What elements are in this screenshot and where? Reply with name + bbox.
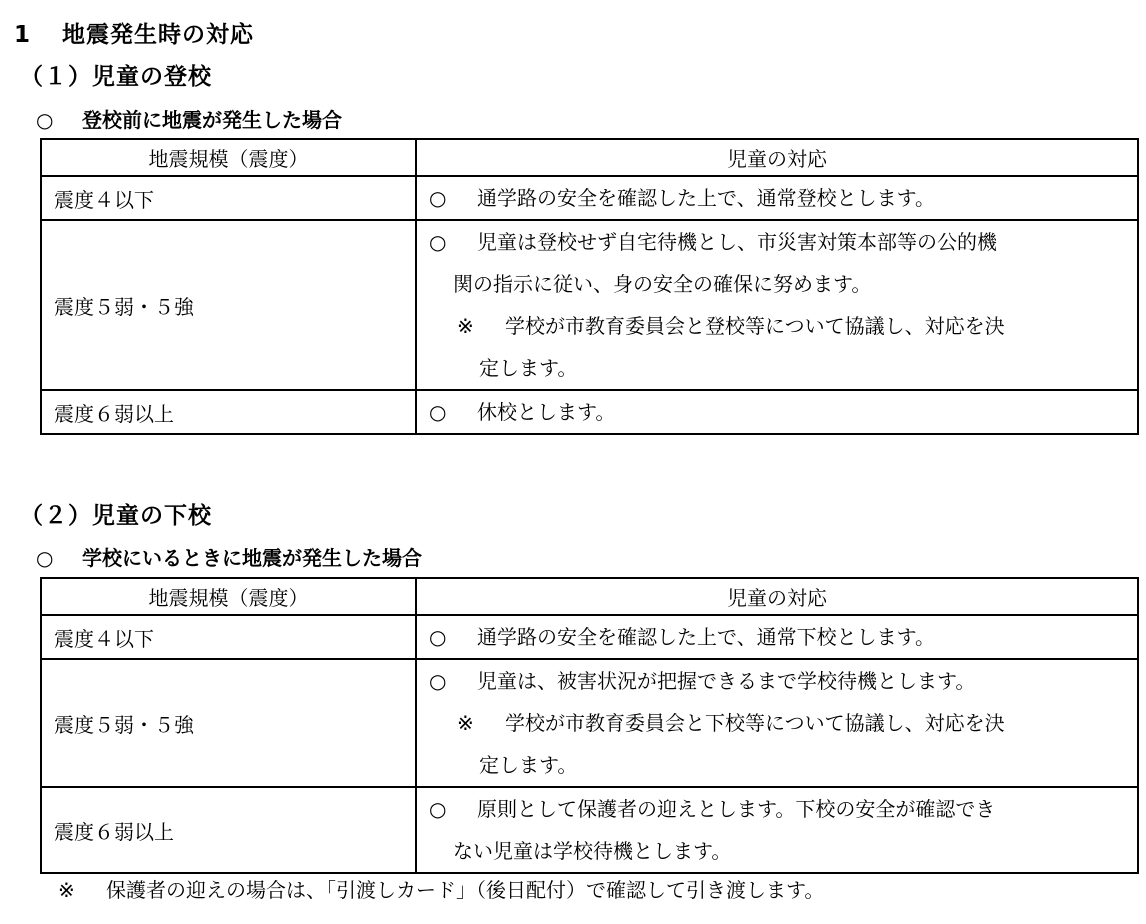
circle-mark: ○	[429, 186, 447, 210]
table-row	[41, 220, 1138, 390]
footnote: ※ 保護者の迎えの場合は、「引渡しカード」（後日配付）で確認して引き渡します。	[58, 878, 825, 902]
kome-mark: ※	[457, 314, 474, 338]
heading-number: 1	[14, 22, 32, 48]
level-cell: 震度６弱以上	[41, 787, 416, 873]
heading-title: 地震発生時の対応	[62, 22, 254, 48]
level-cell: 震度６弱以上	[41, 390, 416, 434]
response-cell: ○ 児童は登校せず自宅待機とし、市災害対策本部等の公的機 関の指示に従い、身の安全の確保に努めます。 ※ 学校が市教育委員会と登校等について協議し、対応を決 定します。	[416, 220, 1138, 390]
table-header-row	[41, 139, 1138, 176]
response-cell: ○ 通学路の安全を確認した上で、通常下校とします。	[416, 615, 1138, 659]
response-cell: ○ 児童は、被害状況が把握できるまで学校待機とします。 ※ 学校が市教育委員会と下校等について協議し、対応を決 定します。	[416, 659, 1138, 787]
kome-mark: ※	[58, 878, 75, 902]
circle-mark: ○	[429, 669, 447, 693]
circle-mark: ○	[429, 400, 447, 424]
header-magnitude: 地震規模（震度）	[41, 139, 416, 176]
section1-table	[40, 138, 1139, 435]
circle-mark: ○	[429, 797, 447, 821]
header-magnitude: 地震規模（震度）	[41, 578, 416, 615]
circle-mark: ○	[429, 625, 447, 649]
table-row	[41, 787, 1138, 873]
level-cell: 震度５弱・５強	[41, 220, 416, 390]
table-row	[41, 659, 1138, 787]
response-cell: ○ 通学路の安全を確認した上で、通常登校とします。	[416, 176, 1138, 220]
response-cell: ○ 原則として保護者の迎えとします。下校の安全が確認でき ない児童は学校待機とします。	[416, 787, 1138, 873]
main-heading	[14, 16, 254, 49]
header-response: 児童の対応	[416, 578, 1138, 615]
circle-mark: ○	[429, 230, 447, 254]
kome-mark: ※	[457, 711, 474, 735]
section2-heading: （２）児童の下校	[20, 503, 212, 529]
circle-mark: ○	[36, 108, 54, 132]
section1-heading: （１）児童の登校	[20, 64, 212, 90]
section2-table	[40, 577, 1139, 874]
table-row	[41, 176, 1138, 220]
table-row	[41, 390, 1138, 434]
level-cell: 震度５弱・５強	[41, 659, 416, 787]
table-header-row	[41, 578, 1138, 615]
response-cell: ○ 休校とします。	[416, 390, 1138, 434]
table-row	[41, 615, 1138, 659]
level-cell: 震度４以下	[41, 176, 416, 220]
header-response: 児童の対応	[416, 139, 1138, 176]
level-cell: 震度４以下	[41, 615, 416, 659]
section1-subheading: ○ 登校前に地震が発生した場合	[36, 108, 342, 132]
section2-subheading: ○ 学校にいるときに地震が発生した場合	[36, 546, 422, 570]
circle-mark: ○	[36, 546, 54, 570]
